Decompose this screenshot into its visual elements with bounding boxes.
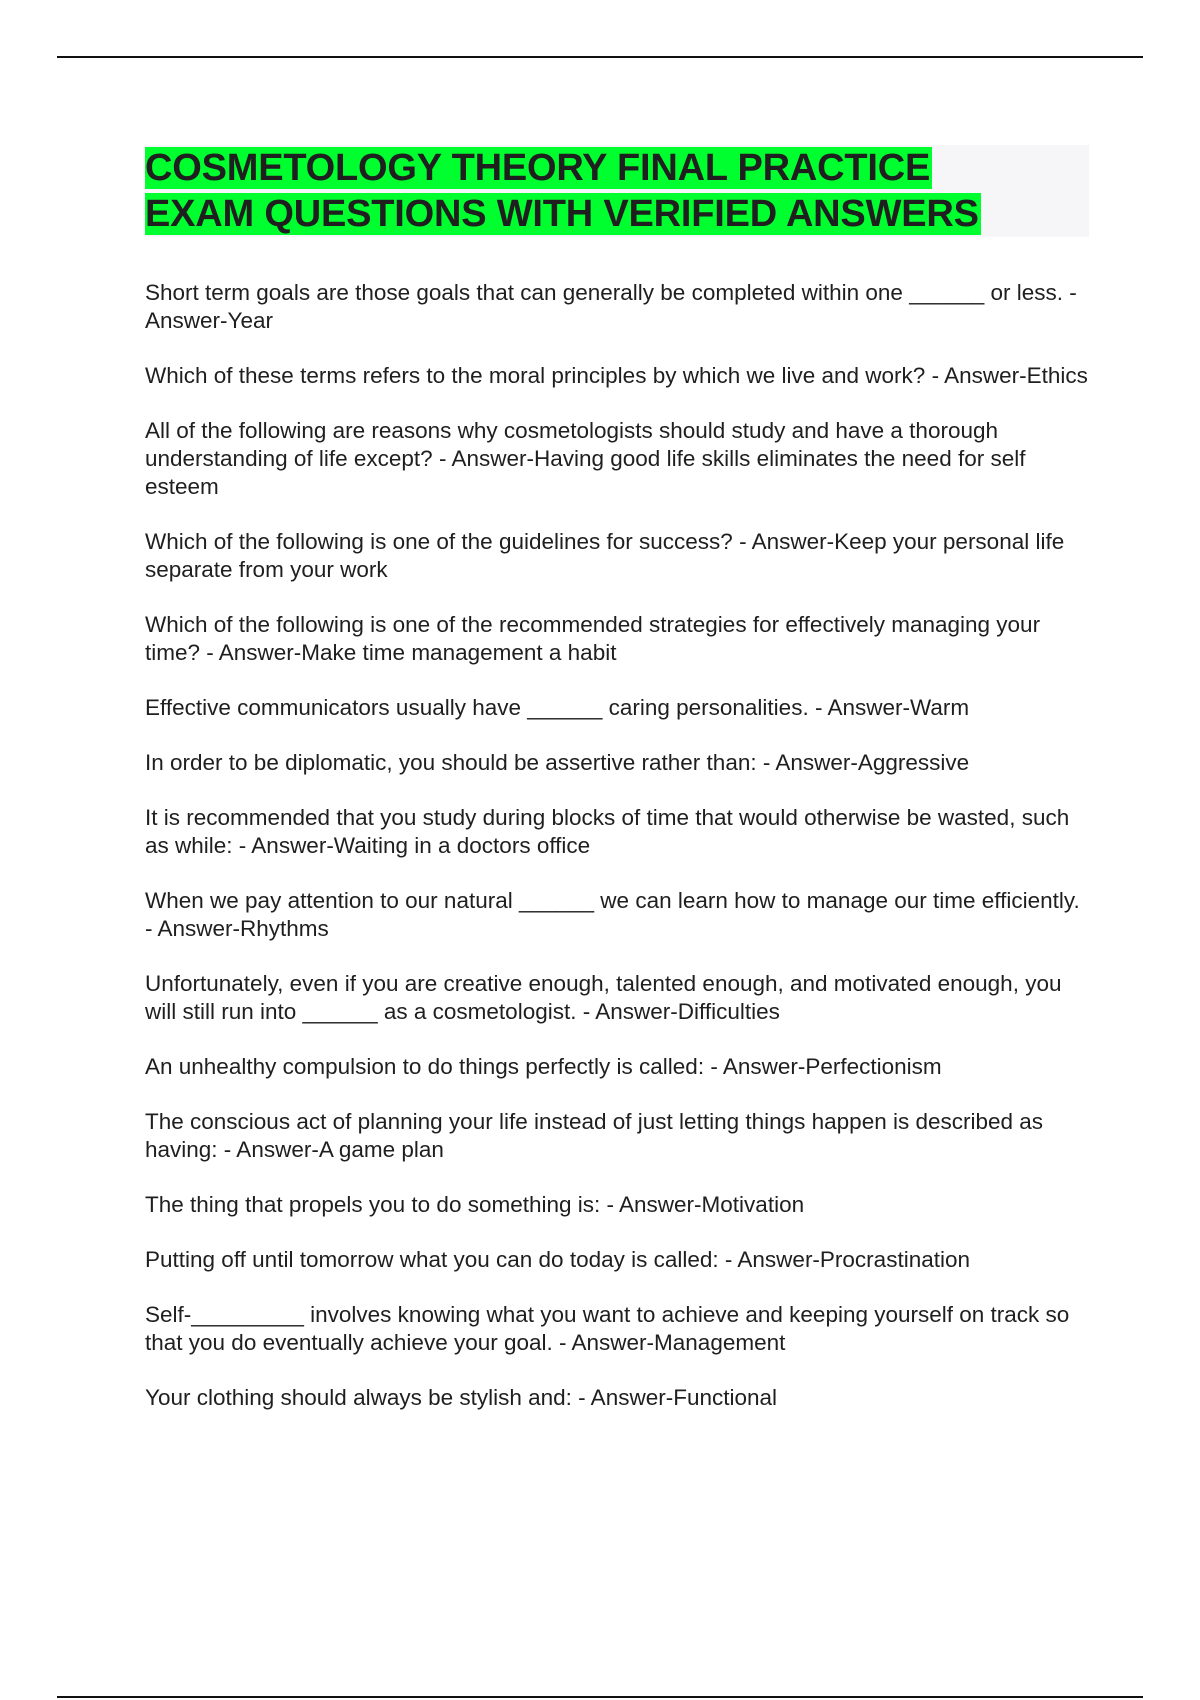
qa-item: The conscious act of planning your life instead of just letting things happen is described as having: - Answer-A game plan bbox=[145, 1109, 1044, 1162]
qa-item: Which of these terms refers to the moral principles by which we live and work? - Answer-Ethics bbox=[145, 363, 1088, 388]
qa-item: Effective communicators usually have ______ caring personalities. - Answer-Warm bbox=[145, 695, 970, 720]
qa-item: Which of the following is one of the guidelines for success? - Answer-Keep your personal life separate from your work bbox=[145, 529, 1065, 582]
qa-item: It is recommended that you study during blocks of time that would otherwise be wasted, such as while: - Answer-Waiting in a doctors office bbox=[145, 805, 1070, 858]
page-title bbox=[145, 145, 1089, 237]
qa-item: Putting off until tomorrow what you can do today is called: - Answer-Procrastination bbox=[145, 1247, 970, 1272]
top-rule bbox=[57, 56, 1143, 58]
qa-item: Unfortunately, even if you are creative enough, talented enough, and motivated enough, you will still run into ______ as a cosmetologist. - Answer-Difficulties bbox=[145, 971, 1062, 1024]
question-answer-list bbox=[145, 279, 1090, 1439]
qa-item: Self-_________ involves knowing what you want to achieve and keeping yourself on track so that you do eventually achieve your goal. - Answer-Management bbox=[145, 1302, 1070, 1355]
qa-item: Short term goals are those goals that can generally be completed within one ______ or less. - Answer-Year bbox=[145, 280, 1077, 333]
qa-item: The thing that propels you to do something is: - Answer-Motivation bbox=[145, 1192, 805, 1217]
qa-item: All of the following are reasons why cosmetologists should study and have a thorough understanding of life except? - Answer-Having good life skills eliminates the need for self esteem bbox=[145, 418, 1026, 499]
qa-item: In order to be diplomatic, you should be assertive rather than: - Answer-Aggressive bbox=[145, 750, 970, 775]
title-block bbox=[145, 145, 1089, 237]
bottom-rule bbox=[57, 1696, 1143, 1698]
page-title-line-2: EXAM QUESTIONS WITH VERIFIED ANSWERS bbox=[145, 193, 979, 235]
qa-item: Your clothing should always be stylish and: - Answer-Functional bbox=[145, 1385, 778, 1410]
qa-item: Which of the following is one of the recommended strategies for effectively managing your time? - Answer-Make time management a habit bbox=[145, 612, 1041, 665]
qa-item: When we pay attention to our natural ______ we can learn how to manage our time efficiently. - Answer-Rhythms bbox=[145, 888, 1080, 941]
page-title-line-1: COSMETOLOGY THEORY FINAL PRACTICE bbox=[145, 147, 931, 189]
qa-item: An unhealthy compulsion to do things perfectly is called: - Answer-Perfectionism bbox=[145, 1054, 942, 1079]
